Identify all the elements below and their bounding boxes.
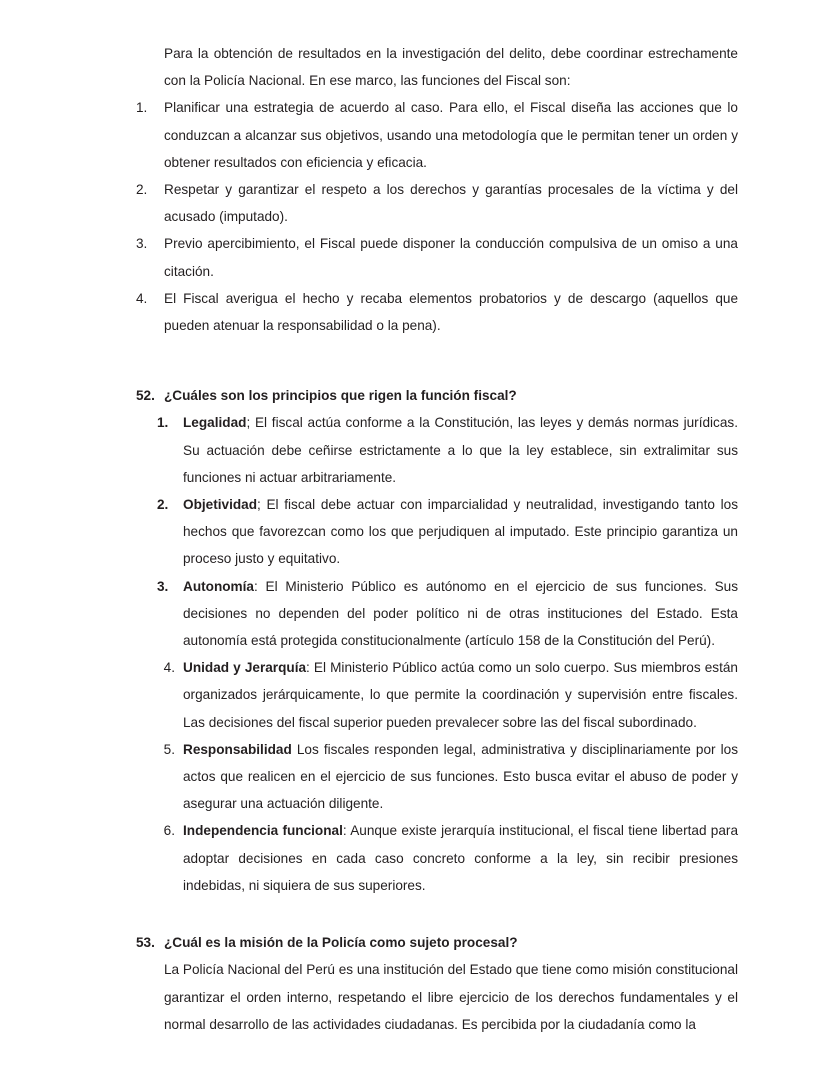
principle-term: Objetividad — [183, 497, 258, 513]
question-text: ¿Cuáles son los principios que rigen la función fiscal? — [164, 388, 517, 404]
list-item — [136, 285, 738, 339]
list-item — [157, 817, 738, 899]
list-item-number: 3. — [136, 236, 148, 252]
principle-description: El fiscal debe actuar con imparcialidad y neutralidad, investigando tanto los hechos que favorezcan como los que perjudiquen al imputado. Este principio garantiza un proceso justo y equitativo. — [183, 497, 738, 567]
list-item — [136, 94, 738, 176]
list-item — [157, 491, 738, 573]
principle-separator: : — [342, 823, 351, 839]
list-item-text: Previo apercibimiento, el Fiscal puede disponer la conducción compulsiva de un omiso a una citación. — [164, 236, 738, 279]
list-item-number: 2. — [136, 182, 148, 198]
list-item-number: 1. — [136, 100, 148, 116]
list-item-text — [183, 409, 738, 491]
question-number: 53. — [136, 935, 155, 951]
list-item-number: 5. — [163, 741, 175, 757]
principle-description: Los fiscales responden legal, administrativa y disciplinariamente por los actos que realicen en el ejercicio de sus funciones. Esto busca evitar el abuso de poder y asegurar una actuación diligente. — [183, 741, 739, 812]
document-body — [136, 40, 738, 1038]
principle-term: Autonomía — [183, 578, 254, 594]
list-item-text — [183, 736, 738, 818]
principle-description: El Ministerio Público actúa como un solo cuerpo. Sus miembros están organizados jerárquicamente, lo que permite la coordinación y supervisión entre fiscales. Las decisiones del fiscal superior pueden prevalecer sobre las del fiscal subordinado. — [183, 660, 738, 730]
question-53-heading — [136, 929, 738, 956]
list-item — [136, 176, 738, 230]
list-item-text: Respetar y garantizar el respeto a los derechos y garantías procesales de la víctima y del acusado (imputado). — [164, 182, 738, 225]
section-spacer — [136, 899, 738, 929]
list-item-number: 4. — [163, 660, 175, 676]
list-item-text — [183, 573, 738, 655]
question-53-answer: La Policía Nacional del Perú es una institución del Estado que tiene como misión constitucional garantizar el orden interno, respetando el libre ejercicio de los derechos fundamentales y el normal desarrollo de las actividades ciudadanas. Es percibida por la ciudadanía como la — [164, 962, 738, 1032]
list-item-number: 6. — [163, 823, 175, 839]
intro-paragraph: Para la obtención de resultados en la investigación del delito, debe coordinar estrechamente con la Policía Nacional. En ese marco, las funciones del Fiscal son: — [164, 46, 738, 89]
principle-separator: ; — [257, 497, 267, 513]
list-item-number: 1. — [157, 415, 169, 431]
list-item — [157, 409, 738, 491]
list-item-text — [183, 654, 738, 736]
list-item-text: El Fiscal averigua el hecho y recaba elementos probatorios y de descargo (aquellos que pueden atenuar la responsabilidad o la pena). — [164, 290, 738, 334]
principle-term: Legalidad — [183, 415, 247, 431]
list-item-text — [183, 491, 738, 573]
question-number: 52. — [136, 388, 155, 404]
principle-separator: : — [253, 578, 266, 594]
list-item — [157, 654, 738, 736]
list-item-number: 2. — [157, 497, 169, 513]
list-item-text: Planificar una estrategia de acuerdo al caso. Para ello, el Fiscal diseña las acciones que lo conduzcan a alcanzar sus objetivos, usando una metodología que le permitan tener un orden y obtener resultados con eficiencia y eficacia. — [164, 100, 738, 170]
list-item-number: 4. — [136, 290, 148, 306]
question-text: ¿Cuál es la misión de la Policía como sujeto procesal? — [164, 935, 518, 951]
principle-separator: : — [306, 660, 314, 676]
fiscal-functions-list — [136, 94, 738, 339]
list-item-text — [183, 817, 738, 899]
list-item — [157, 573, 738, 655]
principles-list — [136, 409, 738, 899]
principle-description: El Ministerio Público es autónomo en el ejercicio de sus funciones. Sus decisiones no dependen del poder político ni de otras instituciones del Estado. Esta autonomía está protegida constitucionalmente (artículo 158 de la Constitución del Perú). — [183, 578, 738, 649]
principle-term: Responsabilidad — [183, 741, 292, 757]
principle-description: El fiscal actúa conforme a la Constitución, las leyes y demás normas jurídicas. Su actuación debe ceñirse estrictamente a lo que la ley establece, sin extralimitar sus funciones ni actuar arbitrariamente. — [183, 415, 738, 485]
principle-term: Independencia funcional — [183, 823, 343, 839]
list-item — [136, 230, 738, 284]
question-52-heading — [136, 382, 738, 409]
principle-description: Aunque existe jerarquía institucional, el fiscal tiene libertad para adoptar decisiones en cada caso concreto conforme a la ley, sin recibir presiones indebidas, ni siquiera de sus superiores. — [183, 823, 739, 893]
section-spacer — [136, 339, 738, 382]
list-item — [157, 736, 738, 818]
list-item-number: 3. — [157, 578, 169, 594]
principle-term: Unidad y Jerarquía — [183, 660, 307, 676]
principle-separator: ; — [246, 415, 255, 431]
